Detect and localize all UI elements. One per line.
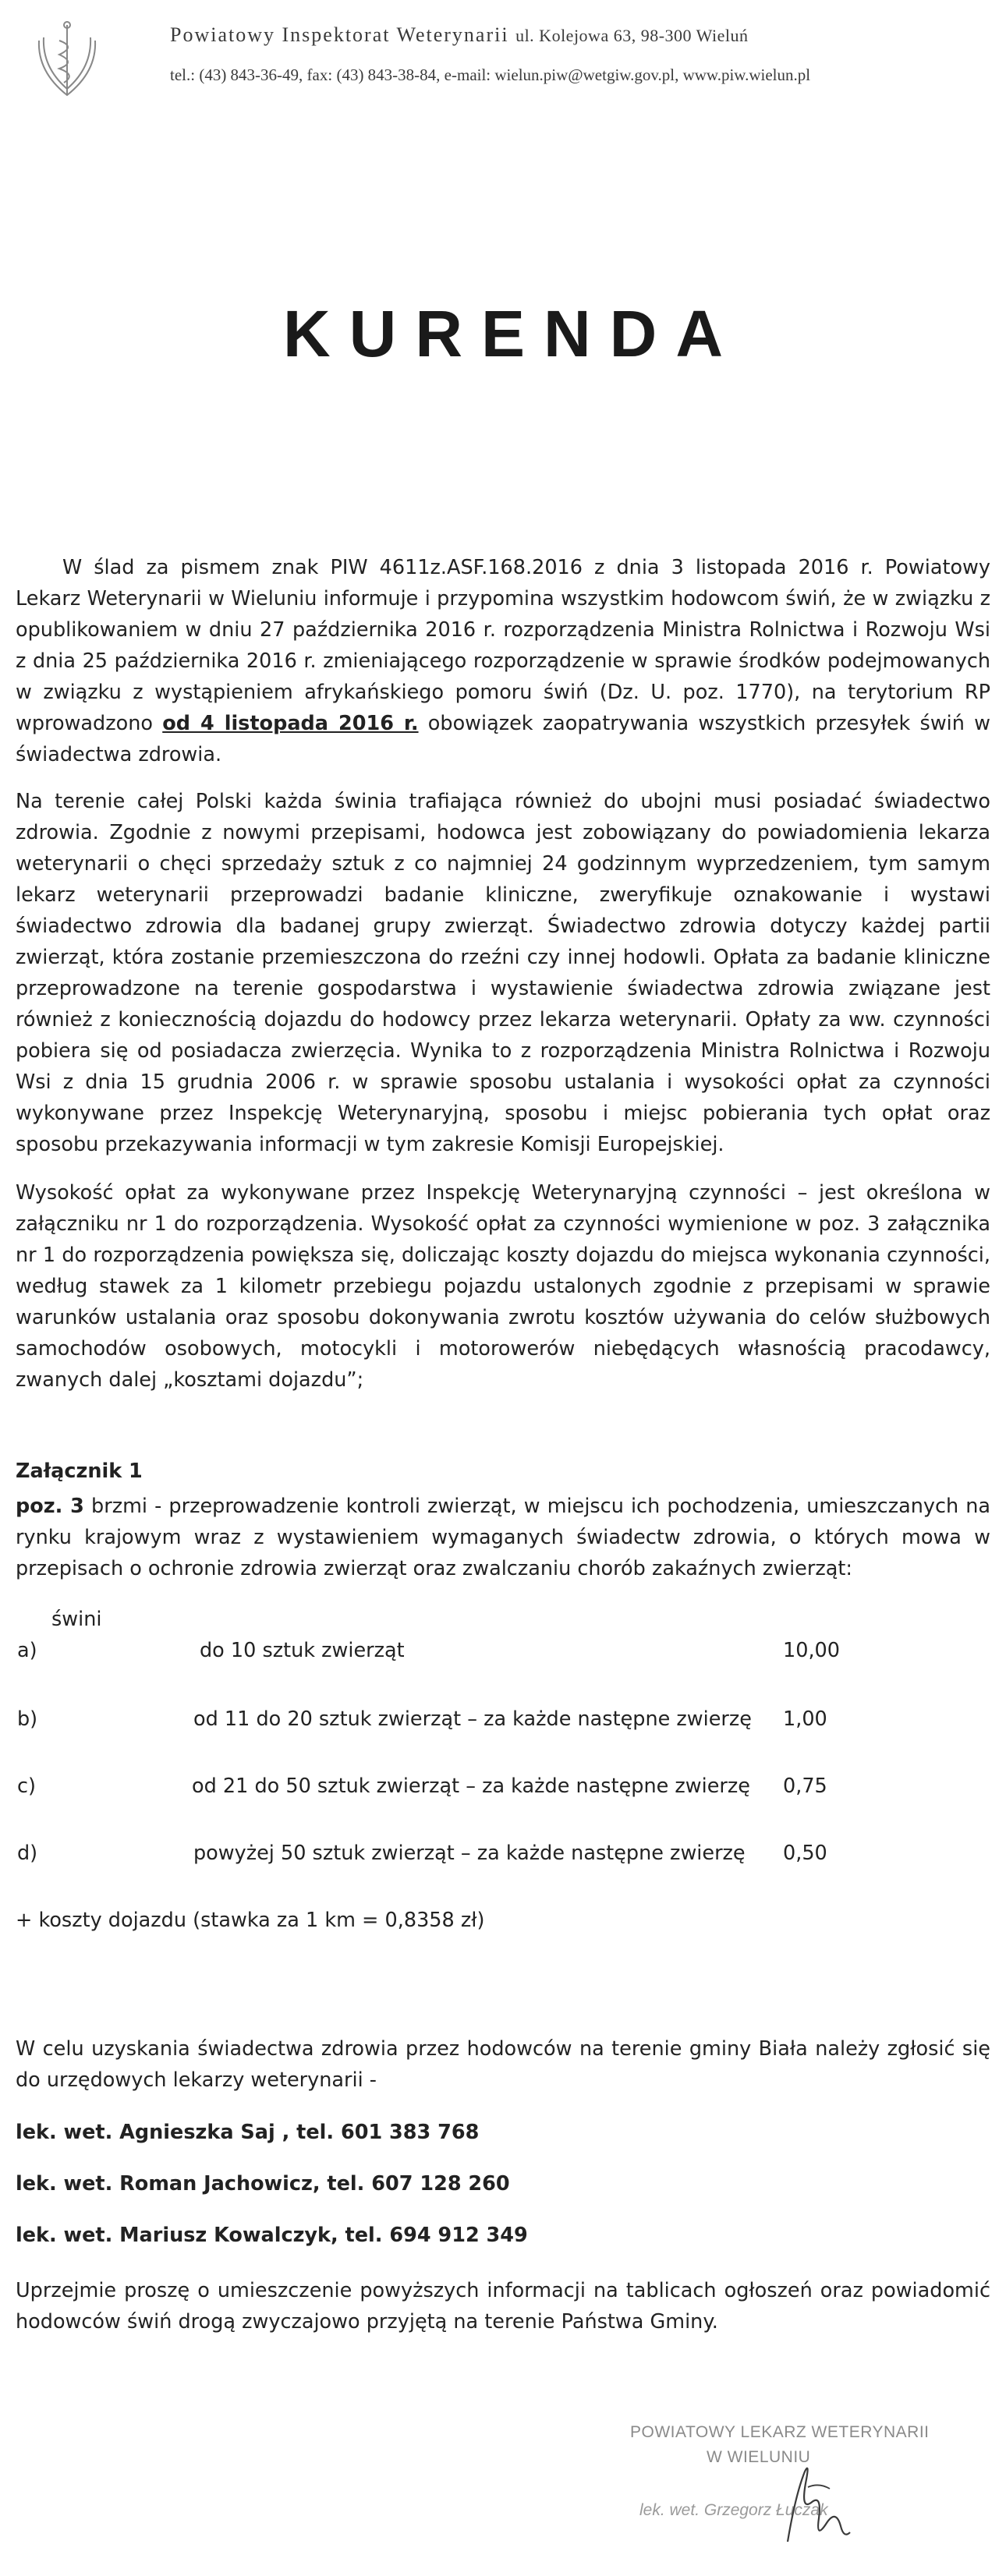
animal-type: świni [51,1608,102,1631]
travel-costs: + koszty dojazdu (stawka za 1 km = 0,8358 zł) [16,1909,485,1932]
signature-icon [764,2448,866,2557]
stamp-line-title: POWIATOWY LEKARZ WETERYNARII [630,2423,930,2441]
fee-row [17,1775,875,1806]
letterhead-contact: tel.: (43) 843-36-49, fax: (43) 843-38-84, e-mail: wielun.piw@wetgiw.gov.pl, www.piw.wielun.pl [170,65,811,84]
fee-row [17,1842,875,1873]
paragraph-fees: Wysokość opłat za wykonywane przez Inspekcję Weterynaryjną czynności – jest określona w załączniku nr 1 do rozporządzenia. Wysokość opłat za czynności wymienione w poz. 3 załącznika nr 1 do rozporządzenia powiększa się, doliczając koszty dojazdu do miejsca wykonania czynności, według stawek za 1 kilometr przebiegu pojazdu ustalonych zgodnie z przepisami w sprawie warunków ustalania oraz sposobu dokonywania zwrotu kosztów używania do celów służbowych samochodów osobowych, motocykli i motorowerów niebędących własnością pracodawcy, zwanych dalej „kosztami dojazdu”; [16,1181,990,1392]
stamp-line-name: lek. wet. Grzegorz Łuczak [639,2501,828,2519]
paragraph-health-certificate: Na terenie całej Polski każda świnia trafiająca również do ubojni musi posiadać świadectwo zdrowia. Zgodnie z nowymi przepisami, hodowca jest zobowiązany do powiadomienia lekarza weterynarii o chęci sprzedaży sztuk z co najmniej 24 godzinnym wyprzedzeniem, tym samym lekarz weterynarii przeprowadzi badanie kliniczne, zweryfikuje oznakowanie i wystawi świadectwo zdrowia dla badanej grupy zwierząt. Świadectwo zdrowia dotyczy każdej partii zwierząt, która zostanie przemieszczona do rzeźni czy innej hodowli. Opłata za badanie kliniczne przeprowadzone na terenie gospodarstwa i wystawienie świadectwa zdrowia związane jest również z koniecznością dojazdu do hodowcy przez lekarza weterynarii. Opłaty za ww. czynności pobiera się od posiadacza zwierzęcia. Wynika to z rozporządzenia Ministra Rolnictwa i Rozwoju Wsi z dnia 15 grudnia 2006 r. w sprawie sposobu ustalania i wysokości opłat za czynności wykonywane przez Inspekcję Weterynaryjną, sposobu i miejsc pobierania tych opłat oraz sposobu przekazywania informacji w tym zakresie Komisji Europejskiej. [16,790,990,1156]
paragraph-intro [16,552,990,770]
fee-description: od 11 do 20 sztuk zwierząt – za każde następne zwierzę [193,1707,752,1731]
closing-paragraph: Uprzejmie proszę o umieszczenie powyższych informacji na tablicach ogłoszeń oraz powiadomić hodowców świń drogą zwyczajowo przyjętą na terenie Państwa Gminy. [16,2279,990,2334]
fee-description: od 21 do 50 sztuk zwierząt – za każde następne zwierzę [192,1775,750,1798]
intro-text-end: obowiązek zaopatrywania wszystkich przesyłek świń w świadectwa zdrowia. [16,712,990,766]
document-title: KURENDA [283,297,742,370]
doctor-contact: lek. wet. Mariusz Kowalczyk, tel. 694 912 349 [16,2224,528,2247]
fee-row [17,1639,875,1670]
fee-letter: c) [17,1775,36,1798]
effective-date: od 4 listopada 2016 r. [162,712,419,735]
fee-letter: d) [17,1842,38,1865]
organization-address: ul. Kolejowa 63, 98-300 Wieluń [515,26,749,45]
fee-price: 1,00 [783,1707,827,1731]
doctor-contact: lek. wet. Agnieszka Saj , tel. 601 383 768 [16,2121,480,2144]
fee-price: 0,50 [783,1842,827,1865]
contact-intro: W celu uzyskania świadectwa zdrowia przez hodowców na terenie gminy Biała należy zgłosić się do urzędowych lekarzy weterynarii - [16,2037,990,2092]
veterinary-logo-icon [30,17,108,103]
doctor-contact: lek. wet. Roman Jachowicz, tel. 607 128 260 [16,2172,510,2196]
fee-letter: a) [17,1639,37,1662]
organization-name: Powiatowy Inspektorat Weterynarii [170,23,509,46]
fee-row [17,1707,875,1739]
letterhead-organization [170,23,749,47]
fee-price: 0,75 [783,1775,827,1798]
position-label: poz. 3 [16,1495,84,1518]
attachment-heading: Załącznik 1 [16,1460,143,1483]
stamp-line-location: W WIELUNIU [707,2448,811,2466]
attachment-position [16,1491,990,1584]
fee-description: do 10 sztuk zwierząt [200,1639,405,1662]
fee-description: powyżej 50 sztuk zwierząt – za każde następne zwierzę [193,1842,746,1865]
intro-text: W ślad za pismem znak PIW 4611z.ASF.168.2016 z dnia 3 listopada 2016 r. Powiatowy Lekarz Weterynarii w Wieluniu informuje i przypomina wszystkim hodowcom świń, że w związku z opublikowaniem w dniu 27 października 2016 r. rozporządzenia Ministra Rolnictwa i Rozwoju Wsi z dnia 25 października 2016 r. zmieniającego rozporządzenie w sprawie środków podejmowanych w związku z wystąpieniem afrykańskiego pomoru świń (Dz. U. poz. 1770), na terytorium RP wprowadzono [16,556,990,735]
fee-price: 10,00 [783,1639,841,1662]
position-text: brzmi - przeprowadzenie kontroli zwierząt, w miejscu ich pochodzenia, umieszczanych na rynku krajowym wraz z wystawieniem wymaganych świadectw zdrowia, o których mowa w przepisach o ochronie zdrowia zwierząt oraz zwalczaniu chorób zakaźnych zwierząt: [16,1495,991,1580]
fee-letter: b) [17,1707,38,1731]
